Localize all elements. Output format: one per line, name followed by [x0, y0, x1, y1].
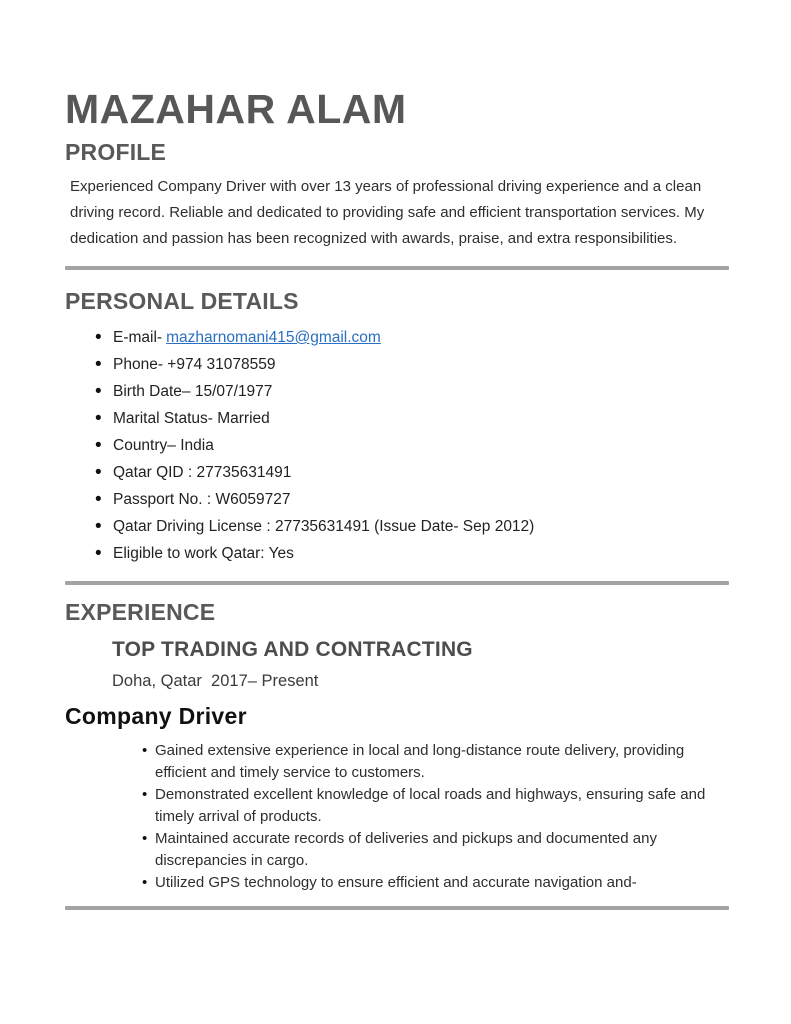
section-heading-personal-details: PERSONAL DETAILS: [65, 288, 299, 314]
bullet-marker: •: [142, 874, 148, 891]
email-link[interactable]: mazharnomani415@gmail.com: [166, 329, 381, 346]
experience-bullet-text: Maintained accurate records of deliveries and pickups and documented any discrepancies in cargo.: [155, 830, 657, 869]
list-item-eligible: • Eligible to work Qatar: Yes: [65, 540, 730, 567]
company-location-dates: Doha, Qatar 2017– Present: [112, 672, 319, 690]
bullet-marker: •: [142, 830, 148, 847]
list-item-birth-date: • Birth Date– 15/07/1977: [65, 378, 730, 405]
list-item-country: • Country– India: [65, 432, 730, 459]
experience-bullet-text: Gained extensive experience in local and long-distance route delivery, providing efficient and timely service to customers.: [155, 742, 685, 781]
list-item-phone: • Phone- +974 31078559: [65, 351, 730, 378]
section-divider: [65, 906, 729, 910]
page-title: MAZAHAR ALAM: [65, 86, 407, 132]
experience-bullet: [65, 784, 730, 828]
profile-paragraph: Experienced Company Driver with over 13 years of professional driving experience and a clean driving record. Reliable and dedicated to providing safe and efficient transportation services. My dedication and passion has been recognized with awards, praise, and extra responsibilities.: [70, 178, 705, 247]
section-heading-profile: PROFILE: [65, 139, 167, 165]
list-item-marital-status: • Marital Status- Married: [65, 405, 730, 432]
section-divider: [65, 581, 729, 585]
job-title: Company Driver: [65, 703, 247, 729]
section-heading-experience: EXPERIENCE: [65, 599, 216, 625]
list-item-driving-license: • Qatar Driving License : 27735631491 (Issue Date- Sep 2012): [65, 513, 730, 540]
personal-details-list: [65, 324, 730, 567]
experience-bullet-list: [65, 740, 730, 894]
bullet-marker: •: [142, 786, 148, 803]
experience-bullet: [65, 828, 730, 872]
bullet-marker: •: [142, 742, 148, 759]
list-item-passport: • Passport No. : W6059727: [65, 486, 730, 513]
experience-bullet: [65, 872, 730, 894]
email-label: E-mail-: [113, 329, 163, 346]
list-item-qatar-qid: • Qatar QID : 27735631491: [65, 459, 730, 486]
company-name: TOP TRADING AND CONTRACTING: [112, 638, 473, 661]
experience-bullet-text: Demonstrated excellent knowledge of local roads and highways, ensuring safe and timely arrival of products.: [155, 786, 706, 825]
experience-bullet-text: Utilized GPS technology to ensure efficient and accurate navigation and-: [155, 874, 637, 891]
experience-bullet: [65, 740, 730, 784]
list-item-email: [65, 324, 730, 351]
section-divider: [65, 266, 729, 270]
